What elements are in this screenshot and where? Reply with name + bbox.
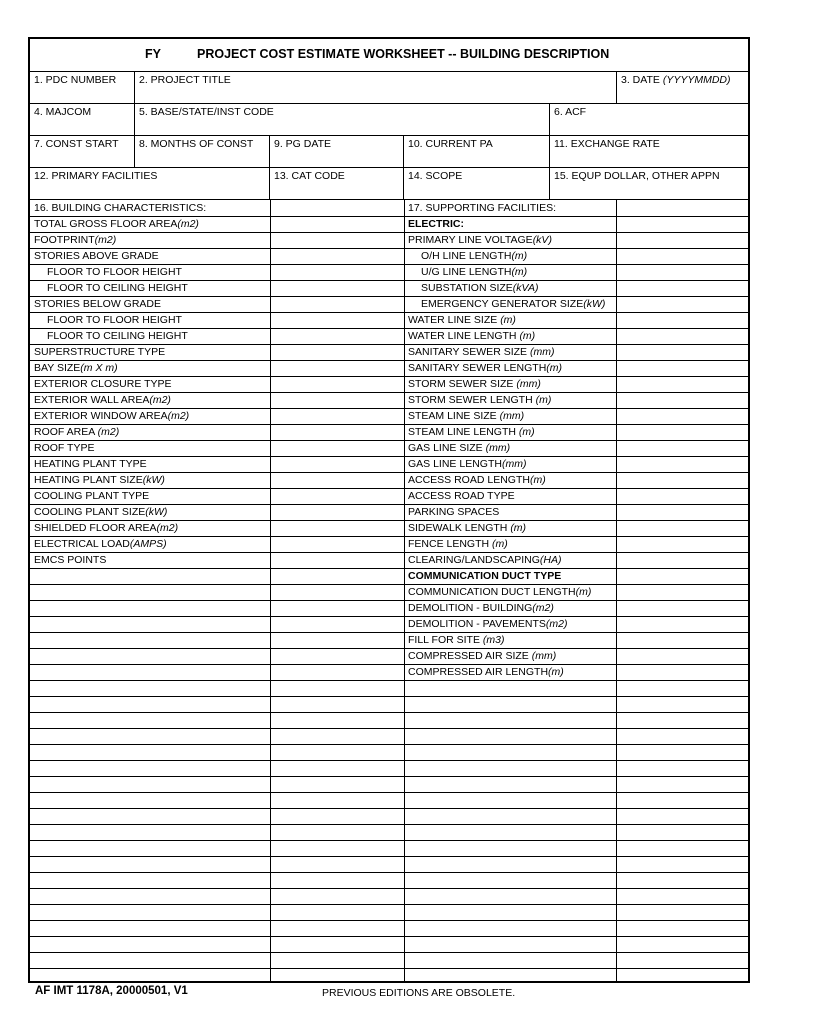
table-row [30, 952, 748, 953]
supporting-row-label: DEMOLITION - BUILDING(m2) [408, 602, 554, 614]
supporting-row-label: COMMUNICATION DUCT TYPE [408, 570, 562, 582]
exchange-rate-label: 11. EXCHANGE RATE [554, 138, 660, 150]
supporting-row-label: SANITARY SEWER SIZE (mm) [408, 346, 555, 358]
building-row-label: STORIES BELOW GRADE [34, 298, 161, 310]
fiscal-year-label: FY [145, 47, 161, 61]
building-row-label: ROOF AREA (m2) [34, 426, 120, 438]
form-identifier: AF IMT 1178A, 20000501, V1 [35, 985, 188, 997]
supporting-facilities-heading: 17. SUPPORTING FACILITIES: [408, 202, 557, 214]
project-title-label: 2. PROJECT TITLE [139, 74, 231, 86]
current-pa-label: 10. CURRENT PA [408, 138, 493, 150]
supporting-row-label: ELECTRIC: [408, 218, 464, 230]
supporting-row-label: O/H LINE LENGTH(m) [421, 250, 528, 262]
table-row [30, 584, 748, 585]
supporting-row-label: FENCE LENGTH (m) [408, 538, 508, 550]
building-row-label: EXTERIOR WALL AREA(m2) [34, 394, 171, 406]
building-row-label: ROOF TYPE [34, 442, 95, 454]
table-row [30, 792, 748, 793]
building-row-label: COOLING PLANT TYPE [34, 490, 150, 502]
months-const-field[interactable] [135, 135, 270, 167]
supporting-row-label: COMPRESSED AIR SIZE (mm) [408, 650, 557, 662]
form-header [30, 39, 748, 72]
worksheet-form [28, 37, 750, 983]
table-row [30, 760, 748, 761]
table-row [30, 872, 748, 873]
date-label: 3. DATE [621, 74, 660, 86]
const-start-field[interactable] [30, 135, 135, 167]
date-format-label: (YYYYMMDD) [662, 74, 731, 86]
building-row-label: TOTAL GROSS FLOOR AREA(m2) [34, 218, 199, 230]
pdc-number-field[interactable] [30, 71, 135, 103]
current-pa-field[interactable] [404, 135, 550, 167]
supporting-row-label: WATER LINE SIZE (m) [408, 314, 516, 326]
base-state-inst-field[interactable] [135, 103, 550, 135]
acf-field[interactable] [550, 103, 748, 135]
base-state-inst-label: 5. BASE/STATE/INST CODE [139, 106, 274, 118]
supporting-row-label: FILL FOR SITE (m3) [408, 634, 505, 646]
table-row [30, 776, 748, 777]
building-row-label: FLOOR TO FLOOR HEIGHT [47, 266, 182, 278]
table-row [30, 680, 748, 681]
supporting-row-label: STEAM LINE LENGTH (m) [408, 426, 535, 438]
pdc-number-label: 1. PDC NUMBER [34, 74, 117, 86]
table-row [30, 808, 748, 809]
majcom-field[interactable] [30, 103, 135, 135]
exchange-rate-field[interactable] [550, 135, 748, 167]
building-row-label: COOLING PLANT SIZE(kW) [34, 506, 168, 518]
building-row-label: HEATING PLANT SIZE(kW) [34, 474, 165, 486]
building-row-label: STORIES ABOVE GRADE [34, 250, 159, 262]
cat-code-field[interactable] [270, 167, 404, 199]
building-row-label: FLOOR TO CEILING HEIGHT [47, 282, 188, 294]
building-row-label: ELECTRICAL LOAD(AMPS) [34, 538, 167, 550]
table-row [30, 568, 748, 569]
building-row-label: EXTERIOR WINDOW AREA(m2) [34, 410, 190, 422]
building-characteristics-heading: 16. BUILDING CHARACTERISTICS: [34, 202, 207, 214]
supporting-row-label: COMPRESSED AIR LENGTH(m) [408, 666, 564, 678]
table-row [30, 440, 748, 441]
supporting-row-label: SANITARY SEWER LENGTH(m) [408, 362, 563, 374]
supporting-row-label: COMMUNICATION DUCT LENGTH(m) [408, 586, 592, 598]
table-row [30, 712, 748, 713]
table-row [30, 632, 748, 633]
supporting-row-label: GAS LINE SIZE (mm) [408, 442, 511, 454]
building-row-label: SUPERSTRUCTURE TYPE [34, 346, 166, 358]
cat-code-label: 13. CAT CODE [274, 170, 345, 182]
majcom-label: 4. MAJCOM [34, 106, 92, 118]
supporting-row-label: STEAM LINE SIZE (mm) [408, 410, 525, 422]
primary-facilities-label: 12. PRIMARY FACILITIES [34, 170, 158, 182]
supporting-row-label: WATER LINE LENGTH (m) [408, 330, 536, 342]
table-row [30, 888, 748, 889]
table-row [30, 360, 748, 361]
building-row-label: FOOTPRINT(m2) [34, 234, 117, 246]
acf-label: 6. ACF [554, 106, 587, 118]
table-row [30, 856, 748, 857]
equip-dollar-field[interactable] [550, 167, 748, 199]
table-row [30, 616, 748, 617]
table-row [30, 840, 748, 841]
supporting-row-label: DEMOLITION - PAVEMENTS(m2) [408, 618, 568, 630]
supporting-row-label: SUBSTATION SIZE(kVA) [421, 282, 539, 294]
table-row [30, 232, 748, 233]
table-row [30, 936, 748, 937]
supporting-row-label: U/G LINE LENGTH(m) [421, 266, 528, 278]
building-row-label: EMCS POINTS [34, 554, 107, 566]
table-row [30, 744, 748, 745]
table-row [30, 600, 748, 601]
table-row [30, 648, 748, 649]
table-row [30, 920, 748, 921]
building-row-label: SHIELDED FLOOR AREA(m2) [34, 522, 179, 534]
pg-date-field[interactable] [270, 135, 404, 167]
building-row-label: FLOOR TO CEILING HEIGHT [47, 330, 188, 342]
scope-label: 14. SCOPE [408, 170, 463, 182]
building-row-label: BAY SIZE(m X m) [34, 362, 118, 374]
supporting-row-label: GAS LINE LENGTH(mm) [408, 458, 527, 470]
supporting-row-label: STORM SEWER SIZE (mm) [408, 378, 541, 390]
form-title: PROJECT COST ESTIMATE WORKSHEET -- BUILDING DESCRIPTION [197, 47, 610, 61]
obsolete-notice: PREVIOUS EDITIONS ARE OBSOLETE. [322, 987, 516, 999]
supporting-row-label: CLEARING/LANDSCAPING(HA) [408, 554, 562, 566]
table-row [30, 696, 748, 697]
supporting-row-label: EMERGENCY GENERATOR SIZE(kW) [421, 298, 606, 310]
months-const-label: 8. MONTHS OF CONST [139, 138, 254, 150]
table-row [30, 552, 748, 553]
supporting-row-label: STORM SEWER LENGTH (m) [408, 394, 552, 406]
pg-date-label: 9. PG DATE [274, 138, 331, 150]
building-row-label: FLOOR TO FLOOR HEIGHT [47, 314, 182, 326]
project-title-field[interactable] [135, 71, 617, 103]
const-start-label: 7. CONST START [34, 138, 119, 150]
supporting-row-label: ACCESS ROAD TYPE [408, 490, 515, 502]
table-row [30, 728, 748, 729]
primary-facilities-field[interactable] [30, 167, 270, 199]
supporting-row-label: PARKING SPACES [408, 506, 500, 518]
date-field[interactable] [617, 71, 748, 103]
table-row [30, 424, 748, 425]
supporting-row-label: SIDEWALK LENGTH (m) [408, 522, 527, 534]
table-row [30, 664, 748, 665]
table-row [30, 824, 748, 825]
table-row [30, 968, 748, 969]
building-row-label: HEATING PLANT TYPE [34, 458, 147, 470]
scope-field[interactable] [404, 167, 550, 199]
table-row [30, 904, 748, 905]
supporting-row-label: ACCESS ROAD LENGTH(m) [408, 474, 546, 486]
building-row-label: EXTERIOR CLOSURE TYPE [34, 378, 172, 390]
equip-dollar-label: 15. EQUP DOLLAR, OTHER APPN [554, 170, 720, 182]
supporting-row-label: PRIMARY LINE VOLTAGE(kV) [408, 234, 552, 246]
